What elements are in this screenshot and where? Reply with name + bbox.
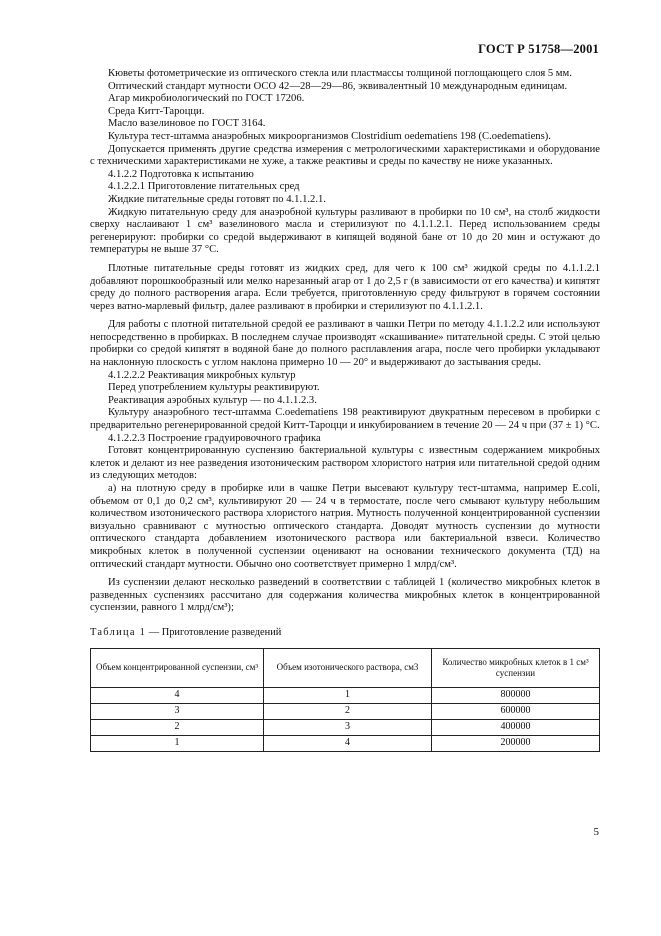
table-cell: 4	[264, 735, 432, 751]
paragraph: Среда Китт-Тароцци.	[108, 105, 205, 117]
column-header: Количество микробных клеток в 1 см³ суспензии	[432, 648, 600, 687]
paragraph: Кюветы фотометрические из оптического стекла или пластмассы толщиной поглощающего слоя 5 мм.	[108, 68, 572, 79]
table-row	[91, 719, 600, 735]
table-caption-label: Таблица 1	[90, 626, 147, 638]
table-cell: 600000	[432, 703, 600, 719]
table-cell: 1	[264, 687, 432, 703]
paragraph: Плотные питательные среды готовят из жидких сред, для чего к 100 см³ жидкой среды по 4.1.1.2.1 добавляют порошкообразный или мелко нарезанный агар от 1 до 2,5 г (в зависимости от его качества) и кипятят среду до полного растворения агара. Если требуется, приготовленную среду фильтруют в горячем состоянии через ватно-марлевый фильтр, далее разливают в пробирки и стерилизуют по 4.1.1.2.1.	[90, 262, 600, 312]
table-cell: 800000	[432, 687, 600, 703]
paragraph: Готовят концентрированную суспензию бактериальной культуры с известным содержанием микробных клеток и делают из нее разведения изотоническим раствором хлористого натрия или питательной средой одним из следующих методов:	[90, 445, 600, 482]
table-caption-title: — Приготовление разведений	[146, 626, 282, 638]
paragraph: Допускается применять другие средства измерения с метрологическими характеристиками и оборудование с техническими характеристиками не хуже, а также реактивы и среды по качеству не ниже указанных.	[90, 143, 600, 168]
section-heading: 4.1.2.2 Подготовка к испытанию	[108, 168, 254, 180]
paragraph: Для работы с плотной питательной средой ее разливают в чашки Петри по методу 4.1.1.2.2 или используют непосредственно в пробирках. В последнем случае производят «скашивание» питательной среды. С этой целью пробирки со средой кипятят в водяной бане до полного расплавления агара, после чего пробирки укладывают на наклонную плоскость с углом наклона примерно 10 — 20° и выдерживают до застывания среды.	[90, 319, 600, 369]
page-number: 5	[593, 826, 599, 838]
column-header: Объем концентрированной суспензии, см³	[91, 648, 264, 687]
table-cell: 1	[91, 735, 264, 751]
table-cell: 400000	[432, 719, 600, 735]
table-header-row	[91, 648, 600, 687]
section-heading: 4.1.2.2.2 Реактивация микробных культур	[108, 369, 296, 381]
dilution-table	[90, 648, 600, 752]
table-row	[91, 703, 600, 719]
table-cell: 4	[91, 687, 264, 703]
paragraph: Жидкую питательную среду для анаэробной культуры разливают в пробирки по 10 см³, на столб жидкости сверху наслаивают 1 см³ вазелинового масла и стерилизуют по 4.1.1.2.1. Перед использованием среды регенерируют: пробирки со средой выдерживают в кипящей водяной бане от 10 до 20 мин и остужают до температуры не выше 37 °С.	[90, 206, 600, 256]
standard-header: ГОСТ Р 51758—2001	[478, 42, 599, 56]
paragraph: Реактивация аэробных культур — по 4.1.1.2.3.	[108, 394, 317, 406]
table-cell: 3	[91, 703, 264, 719]
paragraph: Агар микробиологический по ГОСТ 17206.	[108, 93, 305, 105]
column-header: Объем изотонического раствора, см3	[264, 648, 432, 687]
table-row	[91, 735, 600, 751]
paragraph: а) на плотную среду в пробирке или в чашке Петри высевают культуру тест-штамма, например E.coli, объемом от 0,1 до 0,2 см³, культивируют 20 — 24 ч в термостате, после чего смывают культуру небольшим количеством изотонического раствора хлористого натрия. Мутность полученной концентрированной суспензии визуально сравнивают с мутностью оптического стандарта. Доводят мутность суспензии до мутности оптического стандарта добавлением изотонического раствора или бактериальной взвеси. Количество микробных клеток в полученной суспензии оценивают на основании технического документа (ТД) на оптический стандарт мутности. Обычно оно соответствует примерно 1 млрд/см³.	[90, 483, 600, 570]
paragraph: Масло вазелиновое по ГОСТ 3164.	[108, 118, 266, 130]
paragraph: Перед употреблением культуры реактивируют.	[108, 382, 320, 394]
table-cell: 200000	[432, 735, 600, 751]
document-body	[90, 68, 600, 752]
table-row	[91, 687, 600, 703]
paragraph: Оптический стандарт мутности ОСО 42—28—29—86, эквивалентный 10 международным единицам.	[108, 80, 568, 92]
table-cell: 3	[264, 719, 432, 735]
table-caption	[90, 627, 600, 640]
section-heading: 4.1.2.2.3 Построение градуировочного графика	[108, 432, 321, 444]
paragraph: Из суспензии делают несколько разведений в соответствии с таблицей 1 (количество микробных клеток в разведенных суспензиях рассчитано для содержания количества микробных клеток в концентрированной суспензии, равного 1 млрд/см³);	[90, 577, 600, 614]
section-heading: 4.1.2.2.1 Приготовление питательных сред	[108, 181, 300, 193]
table-cell: 2	[91, 719, 264, 735]
table-cell: 2	[264, 703, 432, 719]
paragraph: Культура тест-штамма анаэробных микроорганизмов Clostridium oedematiens 198 (C.oedematiens).	[108, 130, 551, 142]
paragraph: Жидкие питательные среды готовят по 4.1.1.2.1.	[108, 193, 326, 205]
paragraph: Культуру анаэробного тест-штамма C.oedematiens 198 реактивируют двукратным пересевом в пробирки с предварительно регенерированной средой Китт-Тароцци и инкубированием в течение 20 — 24 ч при (37 ± 1) °С.	[90, 407, 600, 432]
